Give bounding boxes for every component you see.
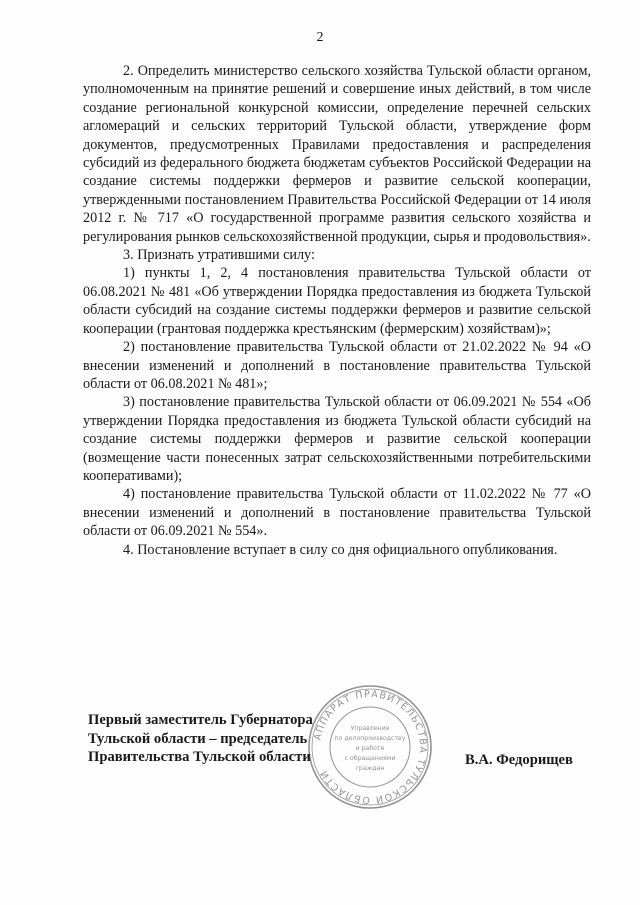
paragraph-item-3: 3. Признать утратившими силу: [123,247,315,264]
seal-line-3: и работе [355,745,385,752]
paragraph-item-4: 4. Постановление вступает в силу со дня официального опубликования. [123,541,558,558]
seal-line-2: по делопроизводству [334,735,406,742]
official-seal-stamp [306,683,434,811]
position-line-1: Первый заместитель Губернатора [88,712,313,728]
paragraph-subitem-1: 1) пункты 1, 2, 4 постановления правительства Тульской области от 06.08.2021 № 481 «Об утверждении Порядка предоставления из бюджета Тульской области субсидий на создание системы поддержки фермеров и развитие сельской кооперации (грантовая поддержка крестьянским (фермерским) хозяйствам)»; [83,265,591,337]
seal-line-1: Управление [350,725,390,732]
page-number: 2 [316,30,324,45]
position-line-3: Правительства Тульской области [88,749,311,765]
paragraph-subitem-3: 3) постановление правительства Тульской области от 06.09.2021 № 554 «Об утверждении Порядка предоставления из бюджета Тульской области субсидий на создание системы поддержки фермеров и развитие сельской кооперации (возмещение части понесенных затрат сельскохозяйственными потребительскими кооперативами); [83,394,591,484]
seal-outer-text: АППАРАТ ПРАВИТЕЛЬСТВА ТУЛЬСКОЙ ОБЛАСТИ [312,688,429,806]
paragraph-subitem-2: 2) постановление правительства Тульской области от 21.02.2022 № 94 «О внесении изменений и дополнений в постановление правительства Тульской области от 06.08.2021 № 481»; [83,339,591,392]
document-body [83,62,591,559]
paragraph-item-2: 2. Определить министерство сельского хозяйства Тульской области органом, уполномоченным на принятие решений и совершение иных действий, в том числе создание региональной конкурсной комиссии, определение перечней сельских агломераций и сельских территорий Тульской области, утверждение форм документов, предусмотренных Правилами предоставления и распределения субсидий из федерального бюджета бюджетам субъектов Российской Федерации на создание системы поддержки фермеров и развитие сельской кооперации, утвержденными постановлением Правительства Российской Федерации от 14 июля 2012 г. № 717 «О государственной программе развития сельского хозяйства и регулирования рынков сельскохозяйственной продукции, сырья и продовольствия». [83,63,591,245]
position-line-2: Тульской области – председатель [88,730,308,747]
signature-position [88,711,313,767]
seal-line-5: граждан [355,765,385,772]
seal-icon [306,683,434,811]
signer-name: В.А. Федорищев [465,752,573,768]
seal-line-4: с обращениями [344,755,396,762]
paragraph-subitem-4: 4) постановление правительства Тульской области от 11.02.2022 № 77 «О внесении изменений и дополнений в постановление правительства Тульской области от 06.09.2021 № 554». [83,486,591,540]
